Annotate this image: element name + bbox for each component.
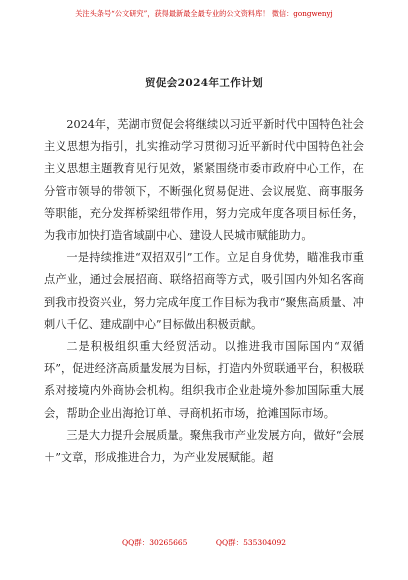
footer-qq-group-1: QQ群：30265665 bbox=[121, 538, 188, 547]
footer-banner bbox=[0, 537, 408, 549]
footer-qq-group-2: QQ群：535304092 bbox=[215, 538, 287, 547]
document-title: 贸促会2024年工作计划 bbox=[144, 77, 264, 89]
paragraph-intro: 2024年，芜湖市贸促会将继续以习近平新时代中国特色社会主义思想为指引，扎实推动学习贯彻习近平新时代中国特色社会主义思想主题教育见行见效，紧紧围绕市委市政府中心工作，在分管市领导的带领下，不断强化贸易促进、会议展览、商事服务等职能，充分发挥桥梁纽带作用，努力完成年度各项目标任务，为我市加快打造省域副中心、建设人民城市赋能助力。 bbox=[44, 118, 364, 243]
paragraph-two: 二是积极组织重大经贸活动。以推进我市国际国内“双循环”，促进经济高质量发展为目标，打造内外贸联通平台，积极联系对接境内外商协会机构。组织我市企业赴境外参加国际重大展会，帮助企业出海抢订单、寻商机拓市场，抢滩国际市场。 bbox=[44, 340, 364, 420]
document-body bbox=[44, 114, 364, 469]
header-banner: 关注头条号“公文研究”，获得最新最全最专业的公文资料库！ 微信：gongwenyj bbox=[75, 9, 333, 18]
paragraph-one: 一是持续推进“双招双引”工作。立足自身优势，瞄准我市重点产业，通过会展招商、联络招商等方式，吸引国内外知名客商到我市投资兴业，努力完成年度工作目标为我市“聚焦高质量、冲刺八千亿、建成副中心”目标做出积极贡献。 bbox=[44, 251, 364, 331]
paragraph-three: 三是大力提升会展质量。聚焦我市产业发展方向，做好“会展＋”文章，形成推进合力，为产业发展赋能。超 bbox=[44, 428, 364, 465]
